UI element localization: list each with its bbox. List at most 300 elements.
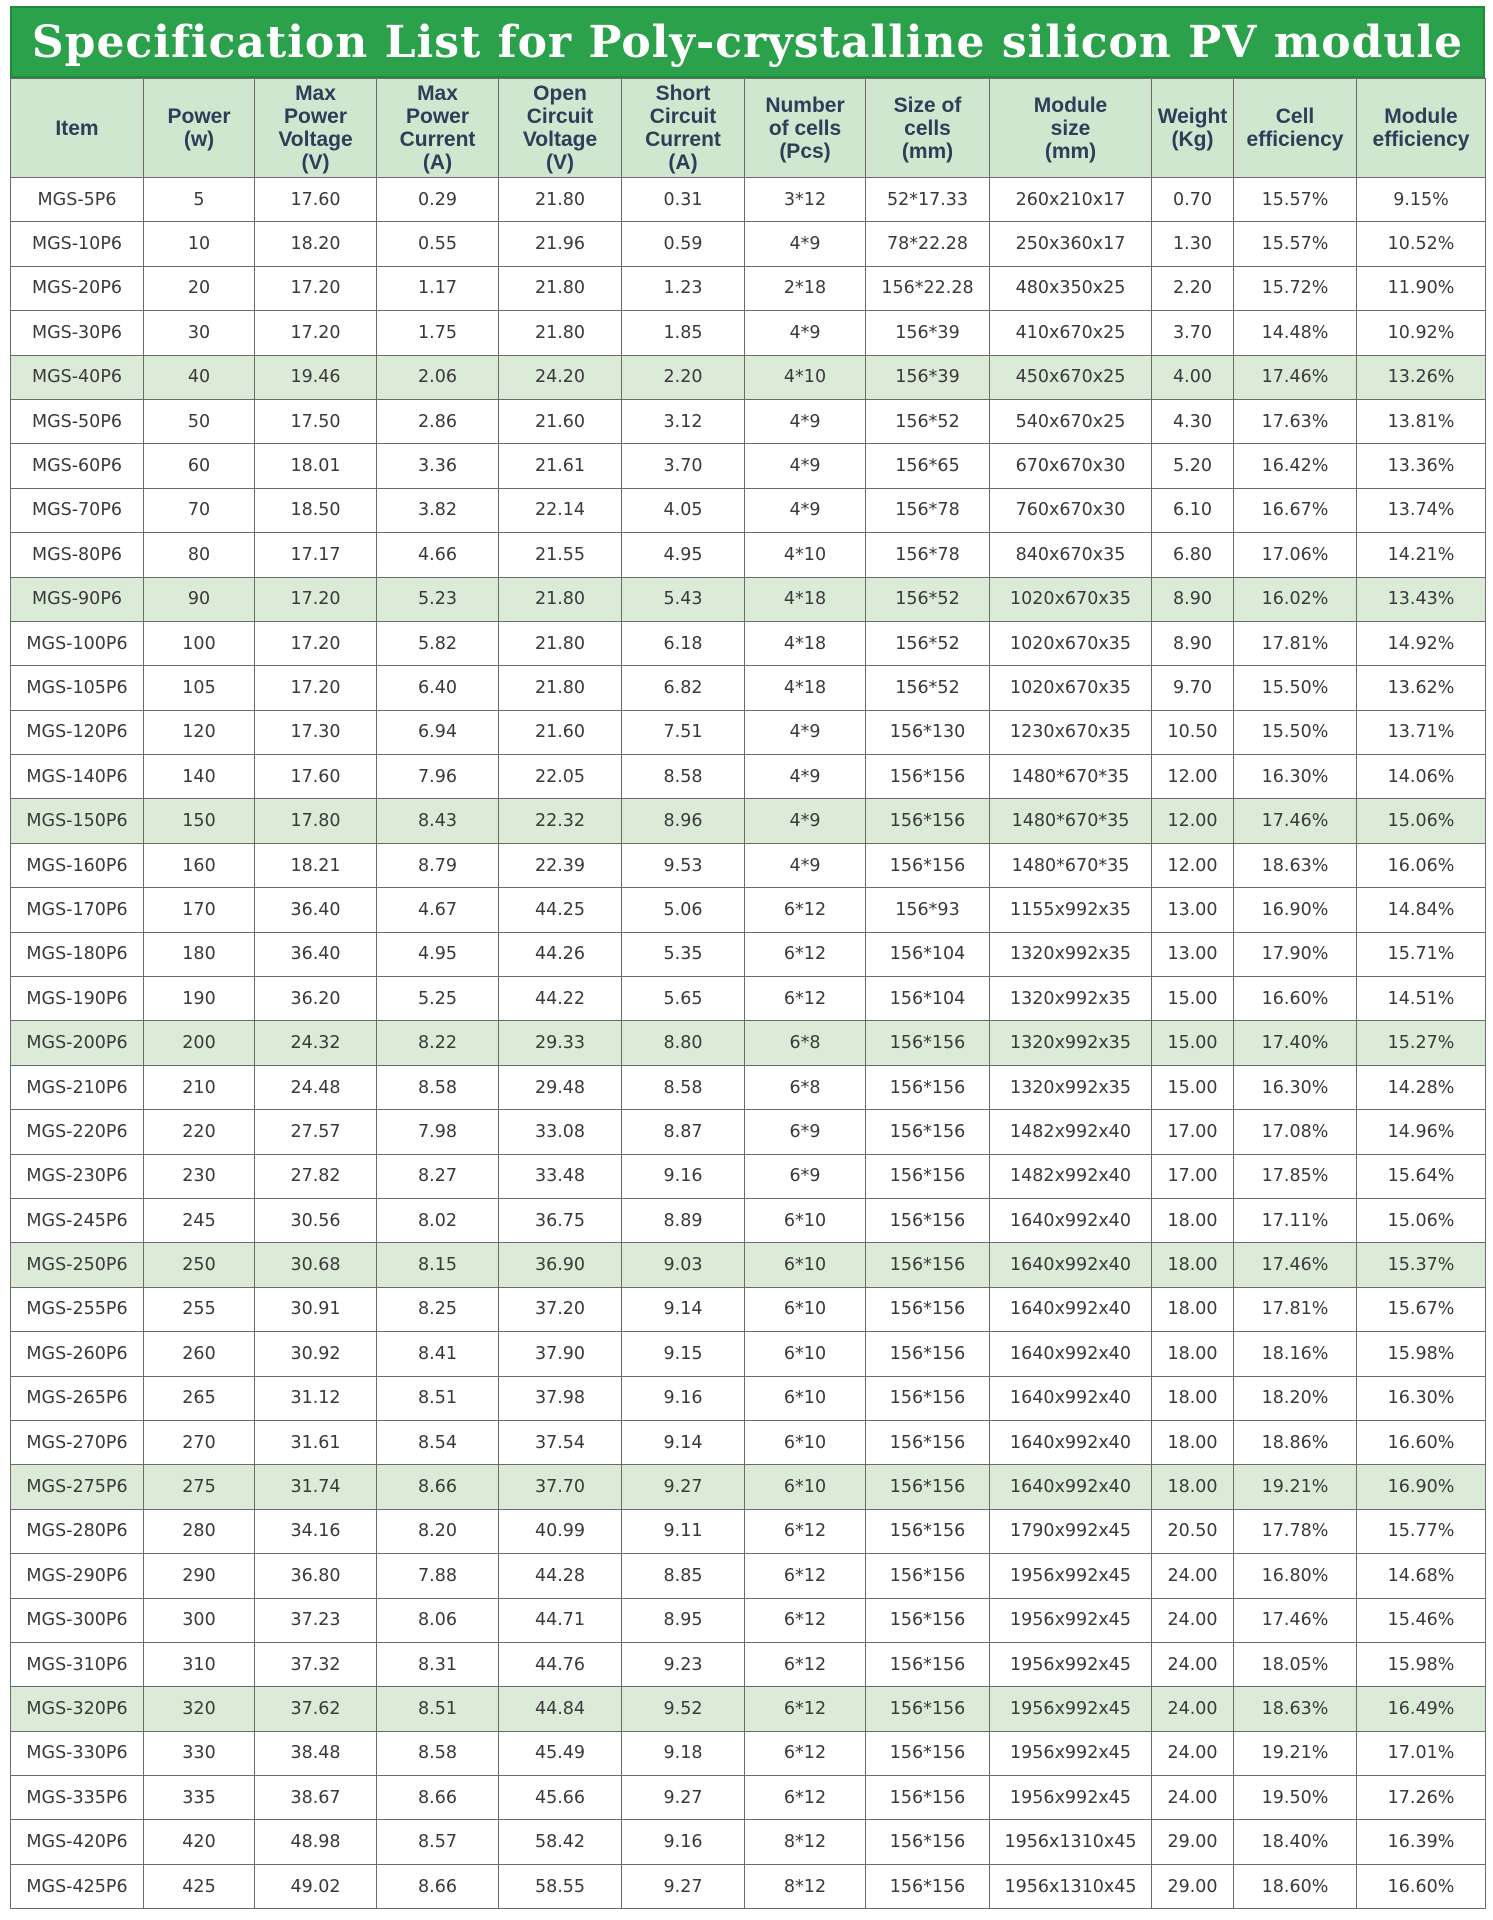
table-cell: 156*156 (866, 1864, 990, 1908)
table-cell: 156*156 (866, 755, 990, 799)
table-cell: 29.48 (499, 1065, 622, 1109)
table-row (11, 444, 1486, 488)
table-cell: 6*10 (745, 1420, 866, 1464)
table-cell: MGS-290P6 (11, 1554, 144, 1598)
table-cell: 120 (144, 710, 255, 754)
table-cell: 8.58 (622, 1065, 745, 1109)
table-cell: 70 (144, 488, 255, 532)
table-cell: 156*156 (866, 1598, 990, 1642)
table-cell: 24.00 (1152, 1598, 1234, 1642)
table-cell: 8.51 (377, 1376, 499, 1420)
table-cell: 6.80 (1152, 533, 1234, 577)
table-cell: 1640x992x40 (990, 1376, 1152, 1420)
table-cell: 5 (144, 178, 255, 222)
table-cell: 1956x992x45 (990, 1598, 1152, 1642)
table-cell: MGS-245P6 (11, 1198, 144, 1242)
table-cell: 0.29 (377, 178, 499, 222)
table-cell: 9.70 (1152, 666, 1234, 710)
table-cell: MGS-230P6 (11, 1154, 144, 1198)
table-cell: 5.43 (622, 577, 745, 621)
table-cell: 8.02 (377, 1198, 499, 1242)
table-cell: 15.27% (1357, 1021, 1486, 1065)
table-cell: 15.67% (1357, 1287, 1486, 1331)
table-cell: 44.28 (499, 1554, 622, 1598)
table-cell: 30.92 (255, 1332, 377, 1376)
table-cell: 16.80% (1234, 1554, 1357, 1598)
table-cell: 8.15 (377, 1243, 499, 1287)
table-cell: 1640x992x40 (990, 1287, 1152, 1331)
table-cell: 156*156 (866, 1154, 990, 1198)
table-row (11, 799, 1486, 843)
table-cell: 6*8 (745, 1065, 866, 1109)
table-cell: 37.98 (499, 1376, 622, 1420)
table-cell: 6.82 (622, 666, 745, 710)
table-cell: MGS-150P6 (11, 799, 144, 843)
table-cell: 156*156 (866, 1642, 990, 1686)
table-cell: 21.80 (499, 178, 622, 222)
table-cell: 8.87 (622, 1110, 745, 1154)
table-cell: 58.42 (499, 1820, 622, 1864)
table-row (11, 311, 1486, 355)
table-cell: 156*156 (866, 1376, 990, 1420)
table-cell: 8.85 (622, 1554, 745, 1598)
table-cell: 8*12 (745, 1820, 866, 1864)
table-cell: 8.66 (377, 1776, 499, 1820)
table-cell: 1020x670x35 (990, 666, 1152, 710)
column-header (11, 79, 144, 178)
table-cell: 7.51 (622, 710, 745, 754)
table-row (11, 710, 1486, 754)
column-header-line: (V) (301, 151, 330, 174)
table-cell: 13.26% (1357, 355, 1486, 399)
table-cell: 8.89 (622, 1198, 745, 1242)
table-row (11, 888, 1486, 932)
table-cell: 18.00 (1152, 1287, 1234, 1331)
table-cell: 6*12 (745, 1731, 866, 1775)
table-cell: 4.05 (622, 488, 745, 532)
table-cell: 250x360x17 (990, 222, 1152, 266)
table-cell: 156*156 (866, 1509, 990, 1553)
column-header-line: efficiency (1246, 128, 1344, 151)
table-cell: 20 (144, 266, 255, 310)
table-cell: 5.20 (1152, 444, 1234, 488)
table-cell: 9.03 (622, 1243, 745, 1287)
table-cell: 18.00 (1152, 1420, 1234, 1464)
column-header-line: Power (167, 105, 231, 128)
table-cell: 21.60 (499, 710, 622, 754)
table-cell: 255 (144, 1287, 255, 1331)
table-cell: 17.00 (1152, 1110, 1234, 1154)
table-cell: 16.49% (1357, 1687, 1486, 1731)
table-cell: 17.80 (255, 799, 377, 843)
table-cell: MGS-140P6 (11, 755, 144, 799)
table-row (11, 1642, 1486, 1686)
table-cell: 44.71 (499, 1598, 622, 1642)
table-cell: 1320x992x35 (990, 1065, 1152, 1109)
table-cell: 1320x992x35 (990, 932, 1152, 976)
table-cell: 24.00 (1152, 1731, 1234, 1775)
column-header (622, 79, 745, 178)
table-row (11, 1687, 1486, 1731)
table-cell: 16.02% (1234, 577, 1357, 621)
table-cell: 16.39% (1357, 1820, 1486, 1864)
table-cell: 50 (144, 399, 255, 443)
table-row (11, 178, 1486, 222)
table-row (11, 488, 1486, 532)
table-cell: 260 (144, 1332, 255, 1376)
table-cell: 156*156 (866, 1332, 990, 1376)
table-cell: 4*10 (745, 355, 866, 399)
table-cell: 8.95 (622, 1598, 745, 1642)
table-cell: MGS-10P6 (11, 222, 144, 266)
table-cell: 15.71% (1357, 932, 1486, 976)
column-header (1152, 79, 1234, 178)
table-cell: MGS-120P6 (11, 710, 144, 754)
table-cell: 21.55 (499, 533, 622, 577)
table-cell: 6*10 (745, 1198, 866, 1242)
table-cell: 24.20 (499, 355, 622, 399)
table-cell: 1640x992x40 (990, 1465, 1152, 1509)
table-cell: MGS-300P6 (11, 1598, 144, 1642)
table-cell: 48.98 (255, 1820, 377, 1864)
table-cell: 156*65 (866, 444, 990, 488)
column-header-line: Module (1033, 93, 1108, 117)
table-cell: 14.92% (1357, 621, 1486, 665)
table-body (11, 178, 1486, 1909)
table-cell: 3.70 (1152, 311, 1234, 355)
spec-table (10, 78, 1486, 1909)
table-cell: 18.40% (1234, 1820, 1357, 1864)
table-cell: 8*12 (745, 1864, 866, 1908)
table-cell: 12.00 (1152, 755, 1234, 799)
table-cell: 36.80 (255, 1554, 377, 1598)
table-cell: 0.59 (622, 222, 745, 266)
table-cell: 3.82 (377, 488, 499, 532)
column-header-line: (A) (422, 151, 453, 174)
table-cell: 410x670x25 (990, 311, 1152, 355)
column-header-line: Power (283, 105, 348, 128)
table-cell: 15.50% (1234, 710, 1357, 754)
table-cell: 38.67 (255, 1776, 377, 1820)
table-cell: 156*156 (866, 1554, 990, 1598)
table-cell: 7.96 (377, 755, 499, 799)
table-cell: 6.18 (622, 621, 745, 665)
table-cell: MGS-190P6 (11, 977, 144, 1021)
column-header-line: Voltage (278, 128, 353, 151)
table-cell: 44.22 (499, 977, 622, 1021)
table-row (11, 266, 1486, 310)
table-cell: MGS-30P6 (11, 311, 144, 355)
table-cell: 1020x670x35 (990, 577, 1152, 621)
table-cell: 1480*670*35 (990, 843, 1152, 887)
column-header-line: (mm) (1044, 139, 1097, 163)
table-cell: 1640x992x40 (990, 1332, 1152, 1376)
table-cell: 19.21% (1234, 1731, 1357, 1775)
table-cell: 6.40 (377, 666, 499, 710)
table-cell: MGS-425P6 (11, 1864, 144, 1908)
table-cell: 14.51% (1357, 977, 1486, 1021)
table-cell: 21.80 (499, 311, 622, 355)
table-cell: 7.98 (377, 1110, 499, 1154)
table-row (11, 222, 1486, 266)
table-cell: 22.39 (499, 843, 622, 887)
table-cell: 49.02 (255, 1864, 377, 1908)
table-cell: 27.82 (255, 1154, 377, 1198)
column-header-line: Weight (1157, 105, 1228, 128)
table-cell: 270 (144, 1420, 255, 1464)
table-cell: 5.82 (377, 621, 499, 665)
column-header (990, 79, 1152, 178)
table-cell: 480x350x25 (990, 266, 1152, 310)
table-row (11, 1776, 1486, 1820)
table-cell: 17.06% (1234, 533, 1357, 577)
table-cell: 78*22.28 (866, 222, 990, 266)
table-cell: 9.53 (622, 843, 745, 887)
column-header-line: Module (1384, 105, 1458, 128)
table-cell: 45.49 (499, 1731, 622, 1775)
table-cell: 36.75 (499, 1198, 622, 1242)
table-cell: MGS-60P6 (11, 444, 144, 488)
table-cell: 8.58 (377, 1065, 499, 1109)
table-cell: 4.00 (1152, 355, 1234, 399)
table-cell: 40.99 (499, 1509, 622, 1553)
table-cell: 3.12 (622, 399, 745, 443)
table-cell: 90 (144, 577, 255, 621)
table-cell: 760x670x30 (990, 488, 1152, 532)
table-cell: 4.95 (377, 932, 499, 976)
table-cell: 15.57% (1234, 178, 1357, 222)
table-row (11, 1820, 1486, 1864)
table-cell: 1480*670*35 (990, 755, 1152, 799)
table-cell: 156*22.28 (866, 266, 990, 310)
table-cell: 18.00 (1152, 1243, 1234, 1287)
table-cell: MGS-335P6 (11, 1776, 144, 1820)
table-cell: 12.00 (1152, 843, 1234, 887)
table-row (11, 577, 1486, 621)
table-cell: 21.80 (499, 666, 622, 710)
table-cell: 36.20 (255, 977, 377, 1021)
table-row (11, 1332, 1486, 1376)
table-cell: 16.30% (1234, 755, 1357, 799)
table-cell: MGS-320P6 (11, 1687, 144, 1731)
table-row (11, 533, 1486, 577)
table-cell: 44.26 (499, 932, 622, 976)
table-cell: 6*12 (745, 1687, 866, 1731)
table-cell: 6*12 (745, 888, 866, 932)
table-cell: 156*156 (866, 843, 990, 887)
table-cell: 156*156 (866, 1420, 990, 1464)
table-cell: 60 (144, 444, 255, 488)
table-cell: 450x670x25 (990, 355, 1152, 399)
column-header-line: Current (399, 128, 476, 151)
table-cell: 22.05 (499, 755, 622, 799)
table-cell: 9.23 (622, 1642, 745, 1686)
table-cell: 8.90 (1152, 621, 1234, 665)
table-cell: 230 (144, 1154, 255, 1198)
spec-sheet (10, 6, 1485, 1909)
table-cell: 4*9 (745, 799, 866, 843)
table-cell: 16.90% (1357, 1465, 1486, 1509)
table-cell: 15.77% (1357, 1509, 1486, 1553)
table-cell: 160 (144, 843, 255, 887)
table-cell: 320 (144, 1687, 255, 1731)
column-header-line: Short (655, 82, 711, 105)
table-cell: 18.21 (255, 843, 377, 887)
table-cell: 1956x992x45 (990, 1731, 1152, 1775)
table-cell: MGS-270P6 (11, 1420, 144, 1464)
table-cell: 30.91 (255, 1287, 377, 1331)
table-cell: 18.20 (255, 222, 377, 266)
table-cell: 6*10 (745, 1332, 866, 1376)
table-cell: 17.78% (1234, 1509, 1357, 1553)
table-cell: 156*39 (866, 355, 990, 399)
table-cell: 0.70 (1152, 178, 1234, 222)
table-cell: 245 (144, 1198, 255, 1242)
table-row (11, 843, 1486, 887)
table-cell: 24.48 (255, 1065, 377, 1109)
column-header (377, 79, 499, 178)
table-cell: 9.27 (622, 1465, 745, 1509)
table-cell: 156*156 (866, 1065, 990, 1109)
table-cell: 16.42% (1234, 444, 1357, 488)
table-cell: 15.98% (1357, 1642, 1486, 1686)
table-cell: 15.72% (1234, 266, 1357, 310)
table-cell: 8.51 (377, 1687, 499, 1731)
table-cell: 13.00 (1152, 932, 1234, 976)
table-cell: 8.66 (377, 1864, 499, 1908)
table-cell: 8.22 (377, 1021, 499, 1065)
table-cell: 37.62 (255, 1687, 377, 1731)
table-header (11, 79, 1486, 178)
table-cell: 156*156 (866, 1243, 990, 1287)
table-cell: 16.30% (1234, 1065, 1357, 1109)
table-cell: MGS-260P6 (11, 1332, 144, 1376)
table-cell: 275 (144, 1465, 255, 1509)
table-cell: 44.76 (499, 1642, 622, 1686)
table-cell: 18.00 (1152, 1376, 1234, 1420)
page-title: Specification List for Poly-crystalline silicon PV module (10, 6, 1485, 78)
table-cell: 3.36 (377, 444, 499, 488)
table-cell: 190 (144, 977, 255, 1021)
table-cell: MGS-330P6 (11, 1731, 144, 1775)
table-cell: 156*156 (866, 1110, 990, 1154)
table-cell: 24.00 (1152, 1687, 1234, 1731)
column-header-line: Cell (1275, 105, 1315, 128)
table-cell: 4.66 (377, 533, 499, 577)
table-cell: 13.36% (1357, 444, 1486, 488)
table-cell: 1790x992x45 (990, 1509, 1152, 1553)
table-cell: MGS-100P6 (11, 621, 144, 665)
table-cell: 1482x992x40 (990, 1154, 1152, 1198)
table-cell: 4.95 (622, 533, 745, 577)
column-header (745, 79, 866, 178)
table-cell: 6*12 (745, 1642, 866, 1686)
table-cell: MGS-90P6 (11, 577, 144, 621)
table-row (11, 1731, 1486, 1775)
table-cell: 4*10 (745, 533, 866, 577)
table-cell: 52*17.33 (866, 178, 990, 222)
table-cell: 18.01 (255, 444, 377, 488)
table-cell: 9.16 (622, 1820, 745, 1864)
table-cell: 9.15% (1357, 178, 1486, 222)
table-row (11, 1065, 1486, 1109)
column-header (499, 79, 622, 178)
table-cell: 17.90% (1234, 932, 1357, 976)
table-cell: 17.01% (1357, 1731, 1486, 1775)
table-cell: 16.60% (1234, 977, 1357, 1021)
table-row (11, 1420, 1486, 1464)
table-cell: 17.20 (255, 621, 377, 665)
table-cell: 15.98% (1357, 1332, 1486, 1376)
table-cell: 17.50 (255, 399, 377, 443)
column-header-line: Size of (893, 93, 962, 117)
table-cell: 14.06% (1357, 755, 1486, 799)
table-row (11, 621, 1486, 665)
table-cell: 156*93 (866, 888, 990, 932)
table-cell: 6*9 (745, 1110, 866, 1154)
table-cell: 21.60 (499, 399, 622, 443)
table-cell: 1020x670x35 (990, 621, 1152, 665)
table-cell: 5.25 (377, 977, 499, 1021)
table-cell: 4*18 (745, 621, 866, 665)
table-cell: MGS-310P6 (11, 1642, 144, 1686)
table-cell: 15.06% (1357, 1198, 1486, 1242)
table-cell: 1480*670*35 (990, 799, 1152, 843)
table-cell: 156*156 (866, 1731, 990, 1775)
table-cell: 16.30% (1357, 1376, 1486, 1420)
table-cell: 13.62% (1357, 666, 1486, 710)
table-cell: 1320x992x35 (990, 977, 1152, 1021)
table-cell: 14.96% (1357, 1110, 1486, 1154)
table-row (11, 1243, 1486, 1287)
table-cell: 1640x992x40 (990, 1420, 1152, 1464)
table-cell: 10 (144, 222, 255, 266)
column-header-line: (w) (183, 128, 215, 151)
column-header-line: Voltage (522, 128, 598, 151)
table-cell: 1482x992x40 (990, 1110, 1152, 1154)
table-cell: 18.60% (1234, 1864, 1357, 1908)
table-cell: MGS-5P6 (11, 178, 144, 222)
table-cell: 17.20 (255, 577, 377, 621)
table-cell: 16.90% (1234, 888, 1357, 932)
table-cell: 14.21% (1357, 533, 1486, 577)
table-cell: 4*18 (745, 666, 866, 710)
table-cell: 8.66 (377, 1465, 499, 1509)
table-row (11, 1376, 1486, 1420)
table-cell: 29.00 (1152, 1864, 1234, 1908)
table-cell: 30.56 (255, 1198, 377, 1242)
table-cell: 21.96 (499, 222, 622, 266)
table-row (11, 932, 1486, 976)
table-cell: 30 (144, 311, 255, 355)
table-cell: 17.81% (1234, 621, 1357, 665)
table-cell: 17.17 (255, 533, 377, 577)
table-cell: 20.50 (1152, 1509, 1234, 1553)
column-header-line: (A) (668, 151, 698, 174)
table-cell: 27.57 (255, 1110, 377, 1154)
table-cell: 13.00 (1152, 888, 1234, 932)
table-cell: 4.30 (1152, 399, 1234, 443)
table-cell: 170 (144, 888, 255, 932)
column-header-line: (Pcs) (779, 139, 831, 163)
table-row (11, 1110, 1486, 1154)
table-cell: 11.90% (1357, 266, 1486, 310)
table-cell: 5.06 (622, 888, 745, 932)
table-cell: 6*10 (745, 1376, 866, 1420)
table-cell: 33.48 (499, 1154, 622, 1198)
table-cell: 18.63% (1234, 1687, 1357, 1731)
table-cell: 18.86% (1234, 1420, 1357, 1464)
